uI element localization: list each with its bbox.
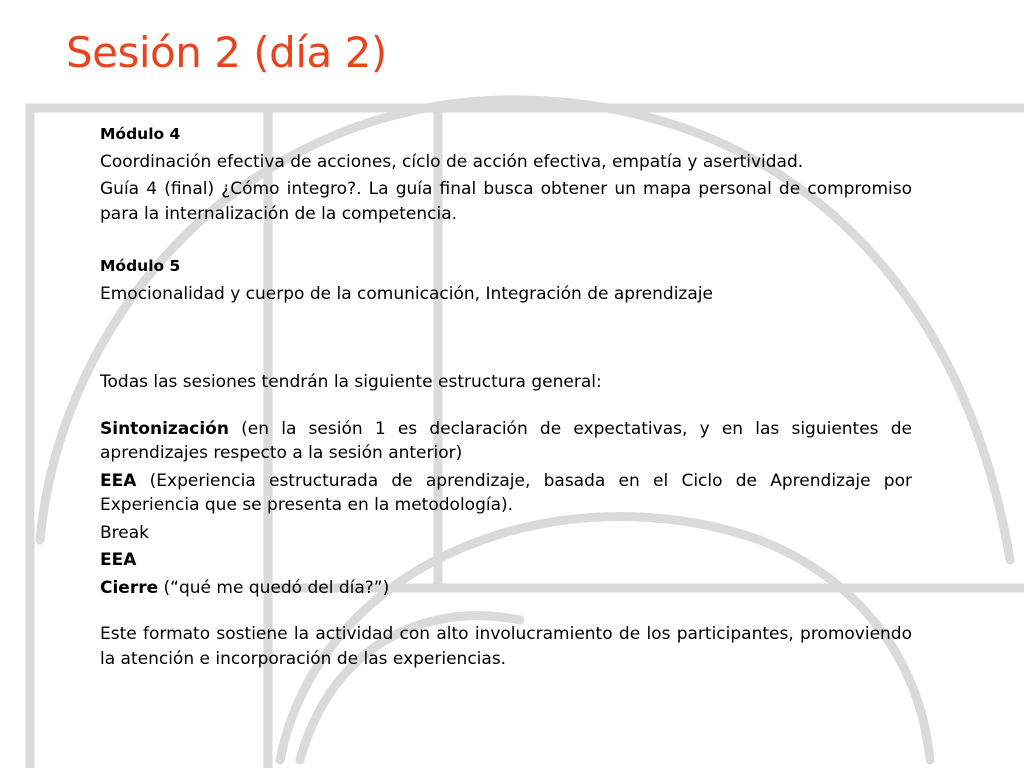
modulo-5-heading: Módulo 5 [100,257,181,275]
structure-item-label: Sintonización [100,418,229,439]
slide-title: Sesión 2 (día 2) [66,28,387,77]
structure-item-label: EEA [100,550,137,570]
structure-item [100,521,912,546]
slide-body [100,122,912,674]
modulo-4-heading: Módulo 4 [100,125,181,143]
modulo-4-description: Coordinación efectiva de acciones, cíclo de acción efectiva, empatía y asertividad. [100,151,804,172]
structure-item-text: (“qué me quedó del día?”) [158,577,390,598]
structure-item-text: (en la sesión 1 es declaración de expectativas, y en las siguientes de aprendizajes respecto a la sesión anterior) [100,418,912,463]
structure-item-label: Cierre [100,577,159,598]
structure-item [100,469,912,518]
modulo-5-description: Emocionalidad y cuerpo de la comunicación, Integración de aprendizaje [100,283,713,304]
structure-item-text: Break [100,522,149,543]
closing-paragraph: Este formato sostiene la actividad con alto involucramiento de los participantes, promoviendo la atención e incorporación de las experiencias. [100,624,912,669]
structure-intro: Todas las sesiones tendrán la siguiente estructura general: [100,372,602,392]
modulo-4-guide: Guía 4 (final) ¿Cómo integro?. La guía final busca obtener un mapa personal de compromiso para la internalización de la competencia. [100,179,912,224]
structure-item [100,548,912,573]
structure-item-text: (Experiencia estructurada de aprendizaje, basada en el Ciclo de Aprendizaje por Experiencia que se presenta en la metodología). [100,470,912,515]
structure-item [100,417,912,466]
structure-item-label: EEA [100,470,137,491]
structure-item [100,576,912,601]
